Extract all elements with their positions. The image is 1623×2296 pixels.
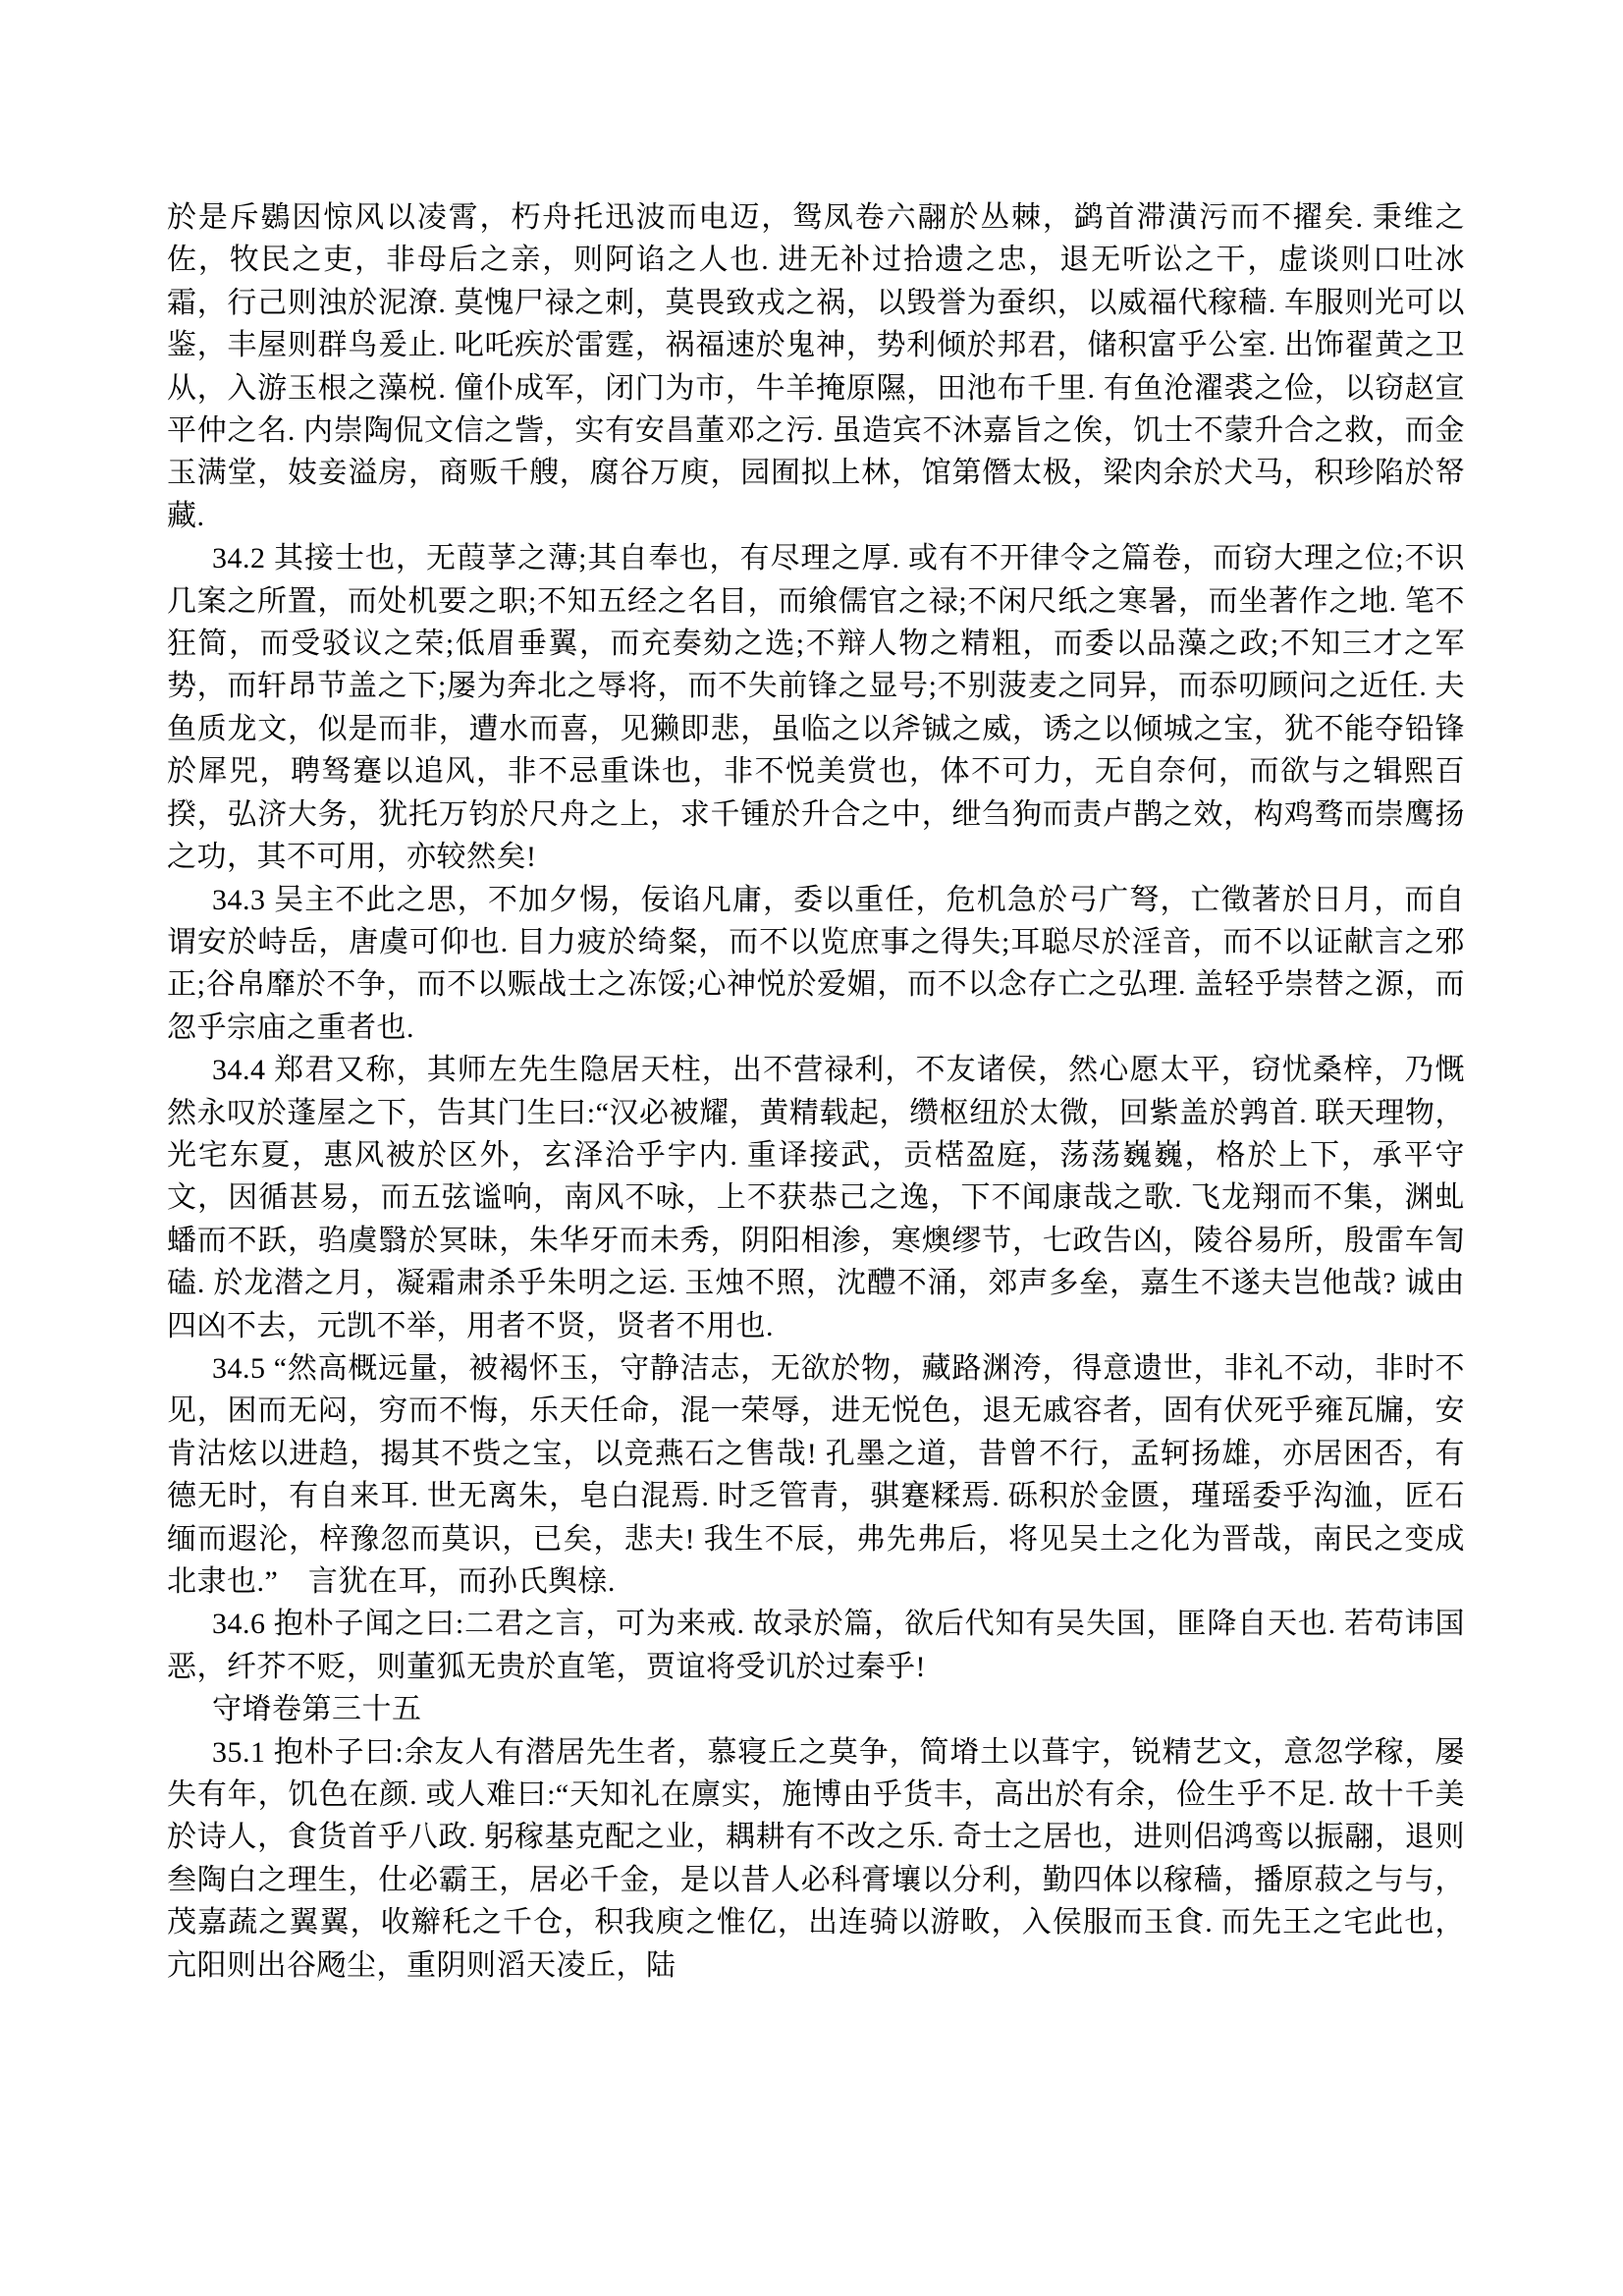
paragraph-section-34-5: 34.5 “然高概远量，被褐怀玉，守静洁志，无欲於物，藏路渊洿，得意遗世，非礼不动，非时不见，困而无闷，穷而不悔，乐天任命，混一荣辱，进无悦色，退无戚容者，固有伏死乎雍瓦牖，安肯沽炫以进趋，揭其不赀之宝，以竞燕石之售哉! 孔墨之道，昔曾不行，孟轲扬雄，亦居困否，有德无时，有自来耳. 世无离朱，皂白混焉. 时乏管青，骐蹇糅焉. 砾积於金匮，瑾瑶委乎沟洫，匠石缅而遐沦，梓豫忽而莫识，已矣，悲夫! 我生不辰，弗先弗后，将见吴土之化为晋哉，南民之变成北隶也.” 言犹在耳，而孙氏舆榇.	[167, 1351, 1465, 1598]
paragraph-section-34-3: 34.3 吴主不此之思，不加夕惕，佞谄凡庸，委以重任，危机急於弓广弩，亡徵著於日月，而自谓安於峙岳，唐虞可仰也. 目力疲於绮粲，而不以览庶事之得失;耳聪尽於淫音，而不以证献言之邪正;谷帛靡於不争，而不以赈战士之冻馁;心神悦於爱媚，而不以念存亡之弘理. 盖轻乎崇替之源，而忽乎宗庙之重者也.	[167, 883, 1465, 1044]
paragraph-section-34-2: 34.2 其接士也，无葭莩之薄;其自奉也，有尽理之厚. 或有不开律令之篇卷，而窃大理之位;不识几案之所置，而处机要之职;不知五经之名目，而飨儒官之禄;不闲尺纸之寒暑，而坐著作之地. 笔不狂简，而受驳议之荣;低眉垂翼，而充奏劾之选;不辩人物之精粗，而委以品藻之政;不知三才之军势，而轩昂节盖之下;屡为奔北之辱将，而不失前锋之显号;不别菠麦之同异，而忝叨顾问之近任. 夫鱼质龙文，似是而非，遭水而喜，见獭即悲，虽临之以斧铖之威，诱之以倾城之宝，犹不能夺铅锋於犀兕，聘驽蹇以追风，非不忌重诛也，非不悦美赏也，体不可力，无自奈何，而欲与之辑熙百揆，弘济大务，犹托万钧於尺舟之上，求千锺於升合之中，绁刍狗而责卢鹊之效，构鸡骛而崇鹰扬之功，其不可用，亦较然矣!	[167, 542, 1465, 874]
paragraph-section-34-4: 34.4 郑君又称，其师左先生隐居天柱，出不营禄利，不友诸侯，然心愿太平，窃忧桑梓，乃慨然永叹於蓬屋之下，告其门生曰:“汉必被耀，黄精载起，缵枢纽於太微，回紫盖於鹑首. 联天理物，光宅东夏，惠风被於区外，玄泽洽乎宇内. 重译接武，贡楛盈庭，荡荡巍巍，格於上下，承平守文，因循甚易，而五弦谧响，南风不咏，上不获恭己之逸，下不闻康哉之歌. 飞龙翔而不集，渊虬蟠而不跃，驺虞翳於冥昧，朱华牙而未秀，阴阳相渗，寒燠缪节，七政告凶，陵谷易所，殷雷车訇磕. 於龙潜之月，凝霜肃杀乎朱明之运. 玉烛不照，沈醴不涌，郊声多垒，嘉生不遂夫岂他哉? 诚由四凶不去，元凯不举，用者不贤，贤者不用也.	[167, 1054, 1465, 1342]
chapter-heading: 守塉卷第三十五	[212, 1693, 422, 1726]
paragraph-continuation-34-1: 於是斥鷃因惊风以凌霄，朽舟托迅波而电迈，鸳凤卷六翮於丛棘，鹢首滞潢污而不擢矣. 秉维之佐，牧民之吏，非母后之亲，则阿谄之人也. 进无补过拾遗之忠，退无听讼之干，虚谈则口吐冰霜，行己则浊於泥潦. 莫愧尸禄之刺，莫畏致戎之祸，以毁誉为蚕织，以威福代稼穑. 车服则光可以鉴，丰屋则群鸟爰止. 叱吒疾於雷霆，祸福速於鬼神，势利倾於邦君，储积富乎公室. 出饰翟黄之卫从，入游玉根之藻棁. 僮仆成军，闭门为市，牛羊掩原隰，田池布千里. 有鱼沧濯裘之俭，以窃赵宣平仲之名. 内崇陶侃文信之訾，实有安昌董邓之污. 虽造宾不沐嘉旨之俟，饥士不蒙升合之救，而金玉满堂，妓妾溢房，商贩千艘，腐谷万庾，园囿拟上林，馆第僭太极，梁肉余於犬马，积珍陷於帑藏.	[167, 201, 1465, 532]
paragraph-section-34-6: 34.6 抱朴子闻之曰:二君之言，可为来戒. 故录於篇，欲后代知有吴失国，匪降自天也. 若苟讳国恶，纤芥不贬，则董狐无贵於直笔，贾谊将受讥於过秦乎!	[167, 1608, 1465, 1683]
paragraph-section-35-1: 35.1 抱朴子曰:余友人有潜居先生者，慕寝丘之莫争，简塉土以葺宇，锐精艺文，意忽学稼，屡失有年，饥色在颜. 或人难曰:“天知礼在廪实，施博由乎货丰，高出於有余，俭生乎不足. 故十千美於诗人，食货首乎八政. 躬稼基克配之业，耦耕有不改之乐. 奇士之居也，进则侣鸿鸾以振翮，退则叁陶白之理生，仕必霸王，居必千金，是以昔人必科膏壤以分利，勤四体以稼穑，播原菽之与与，茂嘉蔬之翼翼，收辮秅之千仓，积我庾之惟亿，出连骑以游畋，入侯服而玉食. 而先王之宅此也，亢阳则出谷飏尘，重阴则滔天凌丘，陆	[167, 1735, 1465, 1982]
text-block	[167, 196, 1465, 1987]
